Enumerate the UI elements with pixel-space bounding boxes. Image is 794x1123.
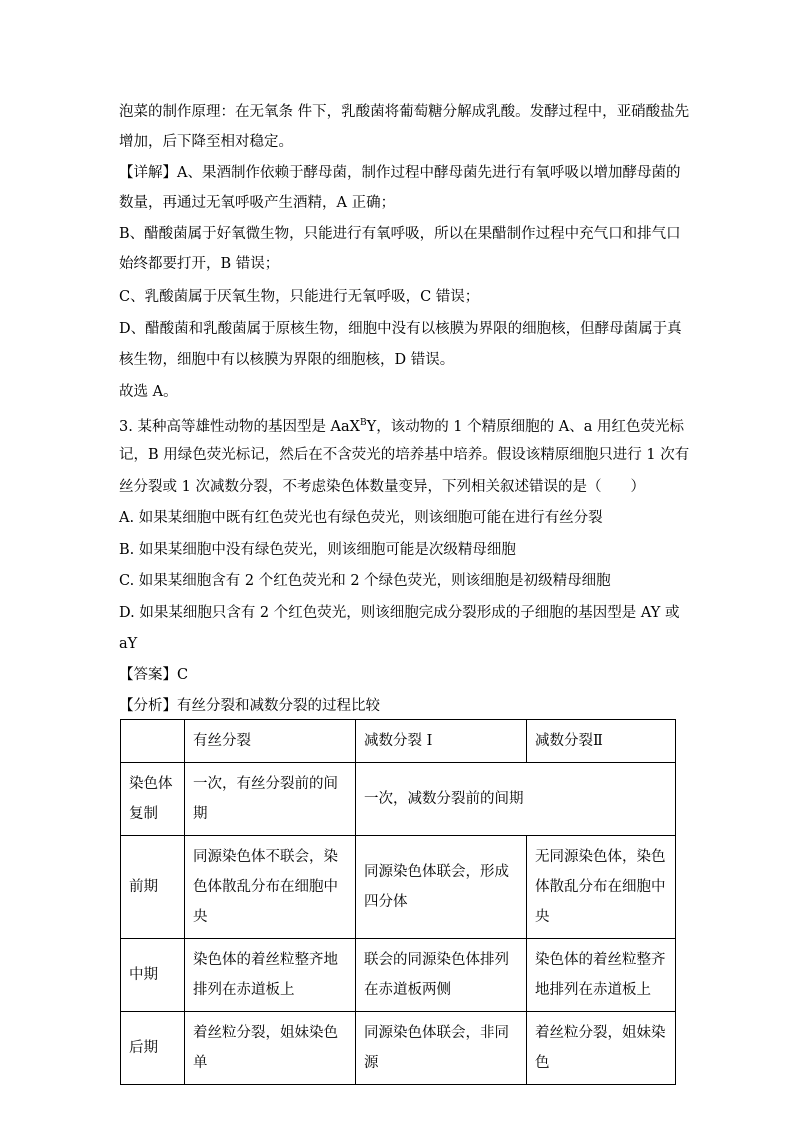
- table-header-cell: 有丝分裂: [185, 720, 356, 763]
- row-label: 前期: [121, 836, 185, 939]
- table-cell: 着丝粒分裂，姐妹染色单: [185, 1012, 356, 1085]
- text-line: C、乳酸菌属于厌氧生物，只能进行无氧呼吸，C 错误；: [119, 289, 480, 305]
- table-cell: 着丝粒分裂，姐妹染色: [527, 1012, 676, 1085]
- option-d-line1: D. 如果某细胞只含有 2 个红色荧光，则该细胞完成分裂形成的子细胞的基因型是 AY 或: [119, 605, 680, 621]
- question-stem-part1: 3. 某种高等雄性动物的基因型是 AaX: [119, 418, 360, 435]
- text-line: 【详解】A、果酒制作依赖于酵母菌，制作过程中酵母菌先进行有氧呼吸以增加酵母菌的: [119, 165, 681, 181]
- question-stem-line3: 丝分裂或 1 次减数分裂，不考虑染色体数量变异，下列相关叙述错误的是（ ）: [119, 479, 645, 495]
- table-cell: 一次，有丝分裂前的间期: [185, 763, 356, 836]
- text-line: 数量，再通过无氧呼吸产生酒精，A 正确；: [119, 195, 396, 211]
- table-cell: 同源染色体联会，形成四分体: [356, 836, 527, 939]
- option-d-line2: aY: [119, 636, 138, 652]
- option-b: B. 如果某细胞中没有绿色荧光，则该细胞可能是次级精母细胞: [119, 542, 516, 558]
- table-header-cell: [121, 720, 185, 763]
- table-cell: 同源染色体联会，非同源: [356, 1012, 527, 1085]
- table-row: [121, 939, 676, 1012]
- table-cell: 联会的同源染色体排列在赤道板两侧: [356, 939, 527, 1012]
- text-line: 核生物，细胞中有以核膜为界限的细胞核，D 错误。: [119, 352, 455, 368]
- table-row: [121, 836, 676, 939]
- text-line: B、醋酸菌属于好氧微生物，只能进行有氧呼吸，所以在果醋制作过程中充气口和排气口: [119, 226, 681, 242]
- table-row: [121, 763, 676, 836]
- row-label: 中期: [121, 939, 185, 1012]
- superscript-b: B: [360, 418, 367, 428]
- text-line: 增加，后下降至相对稳定。: [119, 134, 293, 150]
- text-line: 始终都要打开，B 错误；: [119, 256, 280, 272]
- table-row: [121, 1012, 676, 1085]
- table-cell: 同源染色体不联会，染色体散乱分布在细胞中央: [185, 836, 356, 939]
- question-stem-part2: Y，该动物的 1 个精原细胞的 A、a 用红色荧光标: [366, 418, 684, 435]
- answer-line: 【答案】C: [119, 667, 189, 683]
- row-label: 后期: [121, 1012, 185, 1085]
- text-line: 泡菜的制作原理：在无氧条 件下，乳酸菌将葡萄糖分解成乳酸。发酵过程中，亚硝酸盐先: [119, 104, 690, 120]
- table-header-cell: 减数分裂Ⅱ: [527, 720, 676, 763]
- table-cell: 染色体的着丝粒整齐地排列在赤道板上: [527, 939, 676, 1012]
- table-cell: 一次，减数分裂前的间期: [356, 763, 676, 836]
- table-cell: 染色体的着丝粒整齐地排列在赤道板上: [185, 939, 356, 1012]
- text-line: 故选 A。: [119, 384, 178, 400]
- option-a: A. 如果某细胞中既有红色荧光也有绿色荧光，则该细胞可能在进行有丝分裂: [119, 510, 603, 526]
- text-line: D、醋酸菌和乳酸菌属于原核生物，细胞中没有以核膜为界限的细胞核，但酵母菌属于真: [119, 321, 682, 337]
- analysis-line: 【分析】有丝分裂和减数分裂的过程比较: [119, 698, 380, 714]
- question-stem: [119, 413, 684, 437]
- question-stem-line2: 记，B 用绿色荧光标记，然后在不含荧光的培养基中培养。假设该精原细胞只进行 1 次有: [119, 447, 690, 463]
- row-label: 染色体复制: [121, 763, 185, 836]
- comparison-table: [120, 719, 676, 1085]
- table-cell: 无同源染色体，染色体散乱分布在细胞中央: [527, 836, 676, 939]
- table-header-row: [121, 720, 676, 763]
- table-header-cell: 减数分裂 I: [356, 720, 527, 763]
- option-c: C. 如果某细胞含有 2 个红色荧光和 2 个绿色荧光，则该细胞是初级精母细胞: [119, 573, 611, 589]
